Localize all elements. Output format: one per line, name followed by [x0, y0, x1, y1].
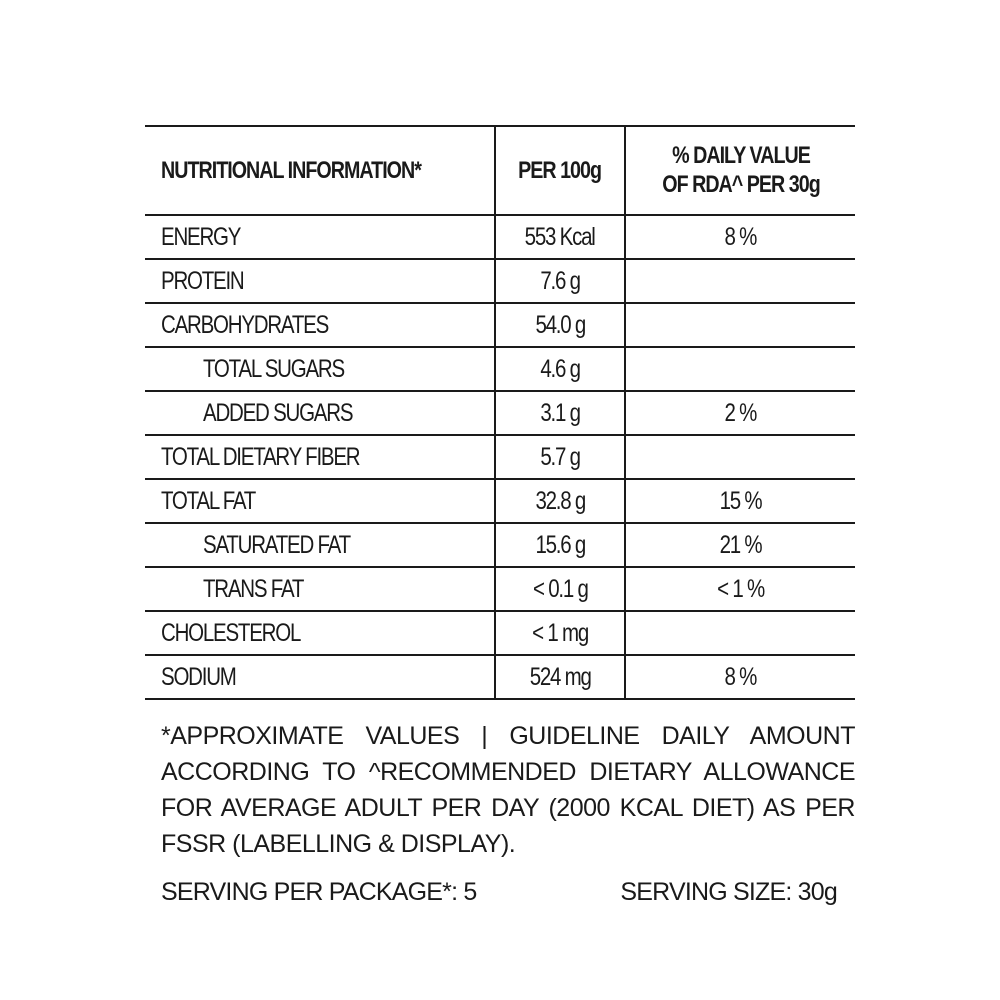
nutrient-name: CHOLESTEROL — [145, 611, 495, 655]
nutrient-name: SODIUM — [145, 655, 495, 699]
nutrient-name: TOTAL DIETARY FIBER — [145, 435, 495, 479]
table-row — [145, 655, 855, 699]
nutrient-name: ADDED SUGARS — [145, 391, 495, 435]
nutrient-name: CARBOHYDRATES — [145, 303, 495, 347]
serving-size: SERVING SIZE: 30g — [620, 878, 837, 906]
daily-value-percent — [625, 611, 855, 655]
nutrient-name: TOTAL SUGARS — [145, 347, 495, 391]
table-row — [145, 391, 855, 435]
table-row — [145, 347, 855, 391]
daily-value-percent: 8 % — [625, 215, 855, 259]
nutrition-label — [145, 125, 855, 907]
per-100g-value: 54.0 g — [495, 303, 625, 347]
daily-value-percent: 8 % — [625, 655, 855, 699]
table-row — [145, 567, 855, 611]
per-100g-value: < 1 mg — [495, 611, 625, 655]
daily-value-percent — [625, 435, 855, 479]
daily-value-percent: 15 % — [625, 479, 855, 523]
nutrient-name: ENERGY — [145, 215, 495, 259]
table-row — [145, 479, 855, 523]
per-100g-value: 4.6 g — [495, 347, 625, 391]
header-nutritional-information: NUTRITIONAL INFORMATION* — [145, 126, 495, 215]
per-100g-value: 524 mg — [495, 655, 625, 699]
daily-value-percent: < 1 % — [625, 567, 855, 611]
daily-value-percent — [625, 347, 855, 391]
per-100g-value: 3.1 g — [495, 391, 625, 435]
nutrient-rows — [145, 215, 855, 699]
serving-info — [145, 878, 837, 907]
table-row — [145, 215, 855, 259]
per-100g-value: 7.6 g — [495, 259, 625, 303]
nutrient-name: TRANS FAT — [145, 567, 495, 611]
nutrition-table — [145, 125, 855, 700]
header-daily-value: % DAILY VALUE OF RDA^ PER 30g — [625, 126, 855, 215]
table-header-row — [145, 126, 855, 215]
per-100g-value: 15.6 g — [495, 523, 625, 567]
per-100g-value: 553 Kcal — [495, 215, 625, 259]
table-row — [145, 259, 855, 303]
footnote: *APPROXIMATE VALUES | GUIDELINE DAILY AMOUNT ACCORDING TO ^RECOMMENDED DIETARY ALLOWANCE FOR AVERAGE ADULT PER DAY (2000 KCAL DIET) AS PER FSSR (LABELLING & DISPLAY). — [161, 722, 855, 858]
serving-per-package: SERVING PER PACKAGE*: 5 — [161, 878, 477, 906]
daily-value-percent: 2 % — [625, 391, 855, 435]
daily-value-percent: 21 % — [625, 523, 855, 567]
nutrient-name: SATURATED FAT — [145, 523, 495, 567]
per-100g-value: 5.7 g — [495, 435, 625, 479]
per-100g-value: < 0.1 g — [495, 567, 625, 611]
table-row — [145, 523, 855, 567]
table-row — [145, 435, 855, 479]
daily-value-percent — [625, 303, 855, 347]
daily-value-percent — [625, 259, 855, 303]
table-row — [145, 611, 855, 655]
nutrient-name: TOTAL FAT — [145, 479, 495, 523]
header-per-100g: PER 100g — [495, 126, 625, 215]
per-100g-value: 32.8 g — [495, 479, 625, 523]
nutrient-name: PROTEIN — [145, 259, 495, 303]
table-row — [145, 303, 855, 347]
